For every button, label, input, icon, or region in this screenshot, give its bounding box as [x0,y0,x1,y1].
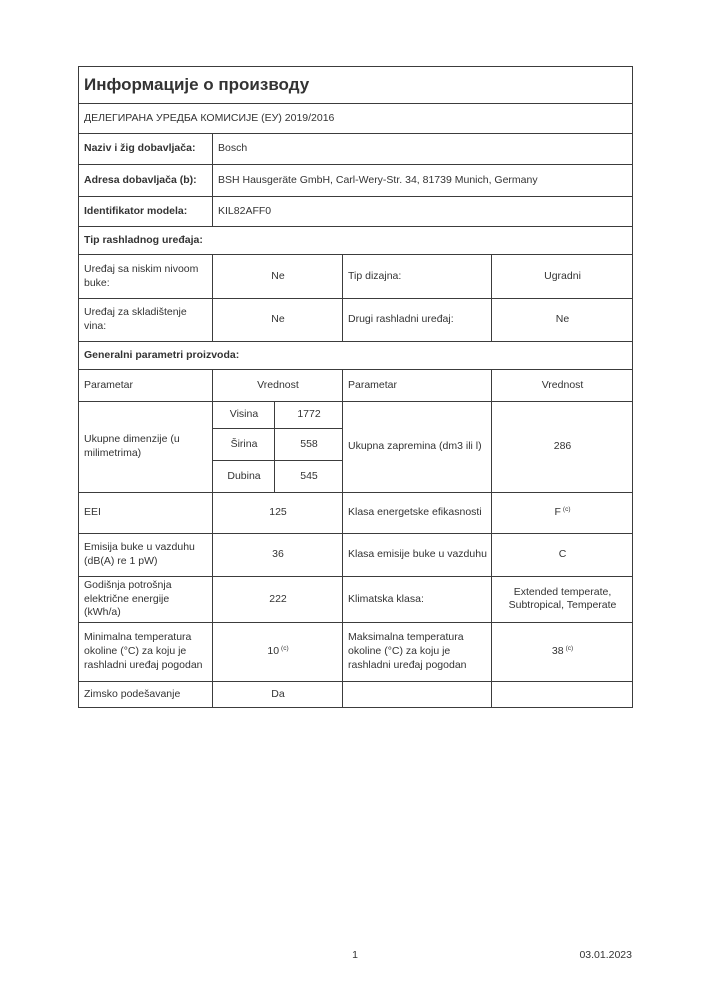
low-noise-value: Ne [213,255,343,299]
page-title: Информације о производу [79,67,633,104]
winter-setting-label: Zimsko podešavanje [79,681,213,707]
climate-class-value: Extended temperate, Subtropical, Temperate [492,577,633,623]
table-row [79,255,633,299]
table-row [79,493,633,534]
depth-value: 545 [275,461,343,493]
column-header-parameter-2: Parametar [343,370,492,402]
table-row [79,299,633,342]
max-temperature-label: Maksimalna temperatura okoline (°C) za koju je rashladni uređaj pogodan [343,622,492,681]
width-value: 558 [275,429,343,461]
section-header-type: Tip rashladnog uređaja: [79,227,633,255]
energy-class-letter: F [554,506,561,519]
table-row [79,577,633,623]
climate-class-label: Klimatska klasa: [343,577,492,623]
design-type-value: Ugradni [492,255,633,299]
overall-dimensions-label: Ukupne dimenzije (u milimetrima) [79,402,213,493]
table-row [79,370,633,402]
energy-class-label: Klasa energetske efikasnosti [343,493,492,534]
model-identifier-label: Identifikator modela: [79,197,213,227]
table-row [79,104,633,134]
min-temperature-value [213,622,343,681]
total-volume-value: 286 [492,402,633,493]
other-refrigerating-value: Ne [492,299,633,342]
energy-class-footnote: (c) [562,505,571,513]
model-identifier-value: KIL82AFF0 [213,197,633,227]
wine-storage-value: Ne [213,299,343,342]
regulation-subtitle: ДЕЛЕГИРАНА УРЕДБА КОМИСИЈЕ (ЕУ) 2019/2016 [79,104,633,134]
supplier-name-value: Bosch [213,134,633,165]
table-row [79,134,633,165]
total-volume-label: Ukupna zapremina (dm3 ili l) [343,402,492,493]
other-refrigerating-label: Drugi rashladni uređaj: [343,299,492,342]
document-date: 03.01.2023 [579,949,632,961]
table-row [79,342,633,370]
supplier-name-label: Naziv i žig dobavljača: [79,134,213,165]
section-header-general: Generalni parametri proizvoda: [79,342,633,370]
empty-cell [492,681,633,707]
noise-emission-label: Emisija buke u vazduhu (dB(A) re 1 pW) [79,534,213,577]
table-row [79,534,633,577]
table-row [79,197,633,227]
noise-class-label: Klasa emisije buke u vazduhu [343,534,492,577]
noise-emission-value: 36 [213,534,343,577]
winter-setting-value: Da [213,681,343,707]
eei-value: 125 [213,493,343,534]
table-row [79,67,633,104]
low-noise-label: Uređaj sa niskim nivoom buke: [79,255,213,299]
min-temperature-footnote: (c) [281,644,289,652]
supplier-address-label: Adresa dobavljača (b): [79,165,213,197]
empty-cell [343,681,492,707]
design-type-label: Tip dizajna: [343,255,492,299]
width-label: Širina [213,429,275,461]
max-temperature-value [492,622,633,681]
min-temperature-number: 10 [267,645,280,658]
height-value: 1772 [275,402,343,429]
table-row [79,227,633,255]
column-header-value-1: Vrednost [213,370,343,402]
product-info-table [78,66,633,708]
energy-class-value [492,493,633,534]
eei-label: EEI [79,493,213,534]
noise-class-value: C [492,534,633,577]
table-row [79,622,633,681]
max-temperature-footnote: (c) [565,644,574,652]
supplier-address-value: BSH Hausgeräte GmbH, Carl-Wery-Str. 34, 81739 Munich, Germany [213,165,633,197]
min-temperature-label: Minimalna temperatura okoline (°C) za koju je rashladni uređaj pogodan [79,622,213,681]
column-header-parameter-1: Parametar [79,370,213,402]
annual-energy-value: 222 [213,577,343,623]
wine-storage-label: Uređaj za skladištenje vina: [79,299,213,342]
column-header-value-2: Vrednost [492,370,633,402]
table-row [79,402,633,429]
max-temperature-number: 38 [551,645,564,658]
depth-label: Dubina [213,461,275,493]
table-row [79,165,633,197]
height-label: Visina [213,402,275,429]
table-row [79,681,633,707]
annual-energy-label: Godišnja potrošnja električne energije (kWh/a) [79,577,213,623]
page-number: 1 [352,949,358,961]
